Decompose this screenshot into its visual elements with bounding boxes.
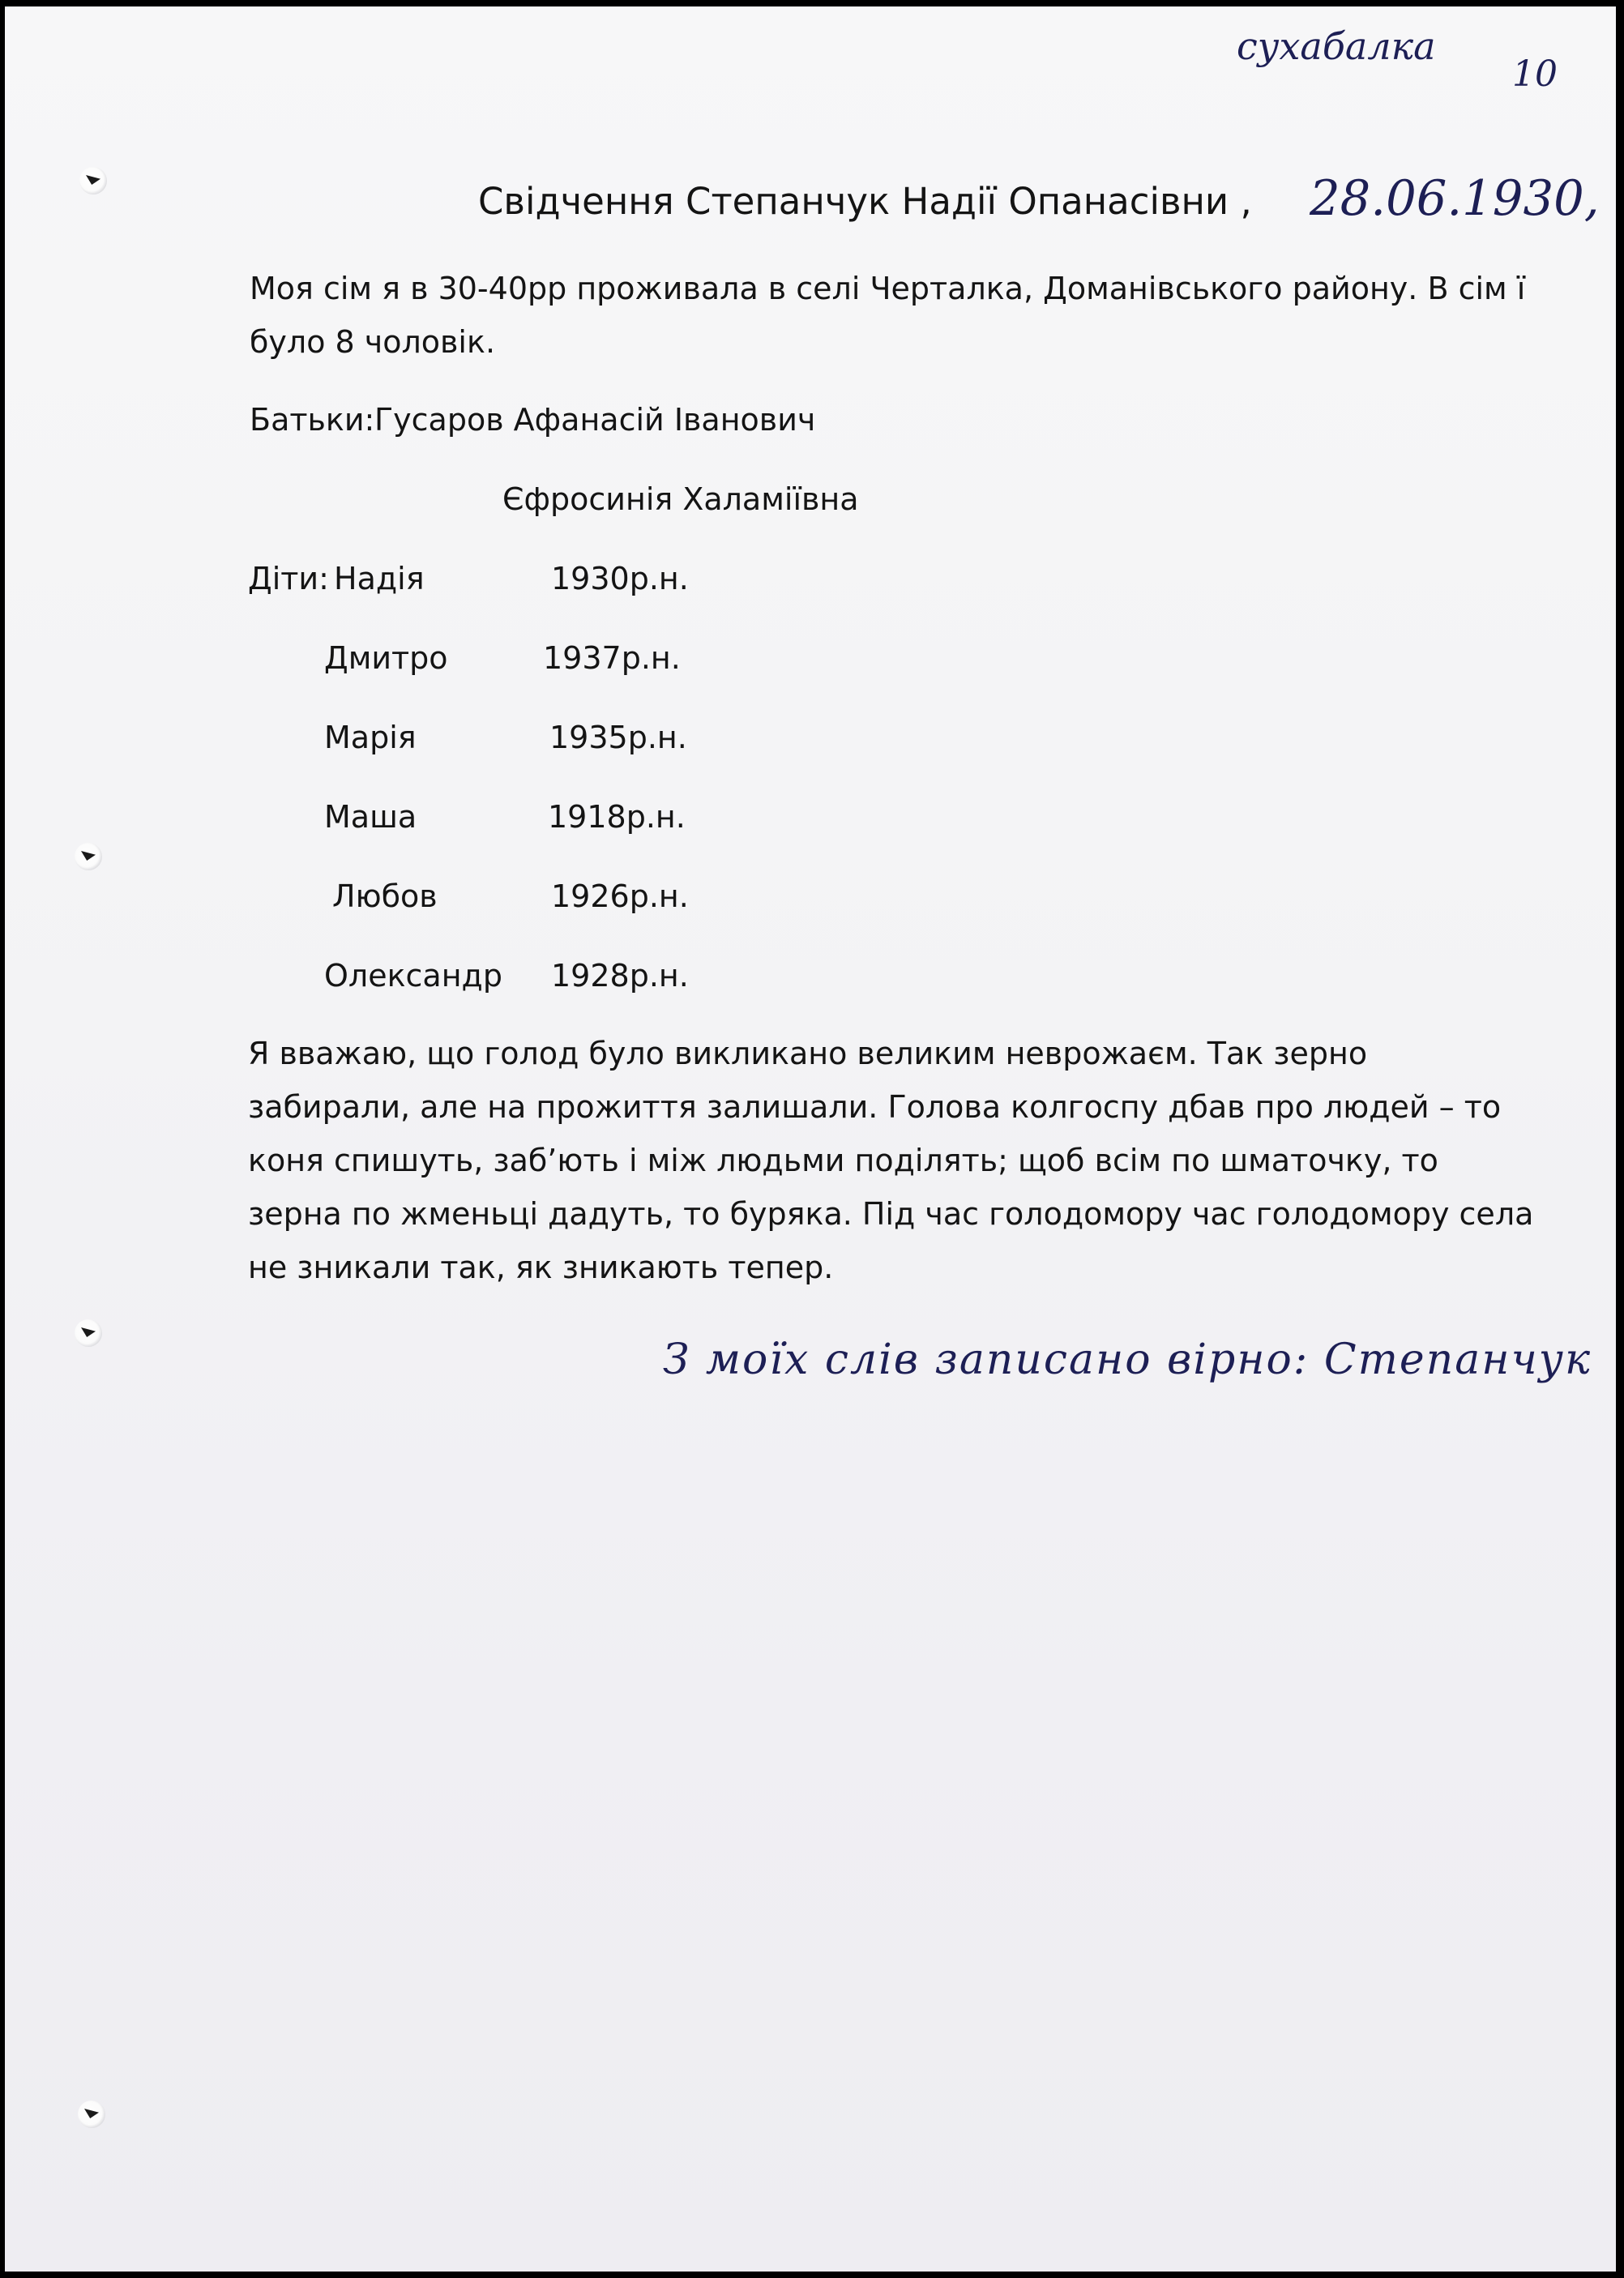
parents-label: Батьки: <box>250 402 375 438</box>
child-birth-year: 1928р.н. <box>551 958 689 994</box>
testimony-line-1: Я вважаю, що голод було викликано великим неврожаєм. Так зерно <box>248 1036 1368 1071</box>
intro-line-2: було 8 чоловік. <box>250 324 496 360</box>
testimony-line-4: зерна по жменьці дадуть, то буряка. Під час голодомору час голодомору села <box>248 1196 1534 1232</box>
father-name: Гусаров Афанасій Іванович <box>374 402 816 438</box>
child-birth-year: 1935р.н. <box>549 720 687 755</box>
handwritten-location-note: сухабалка <box>1237 24 1436 68</box>
testimony-line-3: коня спишуть, заб’ють і між людьми поділять; щоб всім по шматочку, то <box>248 1143 1438 1178</box>
document-page <box>5 6 1616 2272</box>
child-birth-year: 1930р.н. <box>551 561 689 596</box>
child-birth-year: 1926р.н. <box>551 878 689 914</box>
punch-hole-4 <box>78 2101 105 2128</box>
mother-name: Єфросинія Халаміївна <box>502 481 859 517</box>
page-title: Свідчення Степанчук Надії Опанасівни , <box>478 180 1252 223</box>
child-birth-year: 1937р.н. <box>543 640 681 676</box>
punch-hole-1 <box>79 167 107 194</box>
children-label: Діти: <box>248 561 329 596</box>
intro-line-1: Моя сім я в 30-40рр проживала в селі Черталка, Доманівського району. В сім ї <box>250 271 1526 306</box>
punch-hole-2 <box>75 843 102 870</box>
child-name: Надія <box>334 561 425 596</box>
child-name: Дмитро <box>324 640 448 676</box>
child-name: Марія <box>324 720 417 755</box>
testimony-line-2: забирали, але на прожиття залишали. Голова колгоспу дбав про людей – то <box>248 1089 1502 1125</box>
handwritten-signature: З моїх слів записано вірно: Степанчук <box>663 1336 1592 1384</box>
child-name: Любов <box>332 878 438 914</box>
handwritten-page-number: 10 <box>1512 53 1558 95</box>
testimony-line-5: не зникали так, як зникають тепер. <box>248 1250 834 1285</box>
handwritten-date: 28.06.1930, <box>1310 170 1600 227</box>
child-name: Маша <box>324 799 417 835</box>
punch-hole-3 <box>75 1319 102 1347</box>
child-name: Олександр <box>324 958 502 994</box>
child-birth-year: 1918р.н. <box>548 799 686 835</box>
